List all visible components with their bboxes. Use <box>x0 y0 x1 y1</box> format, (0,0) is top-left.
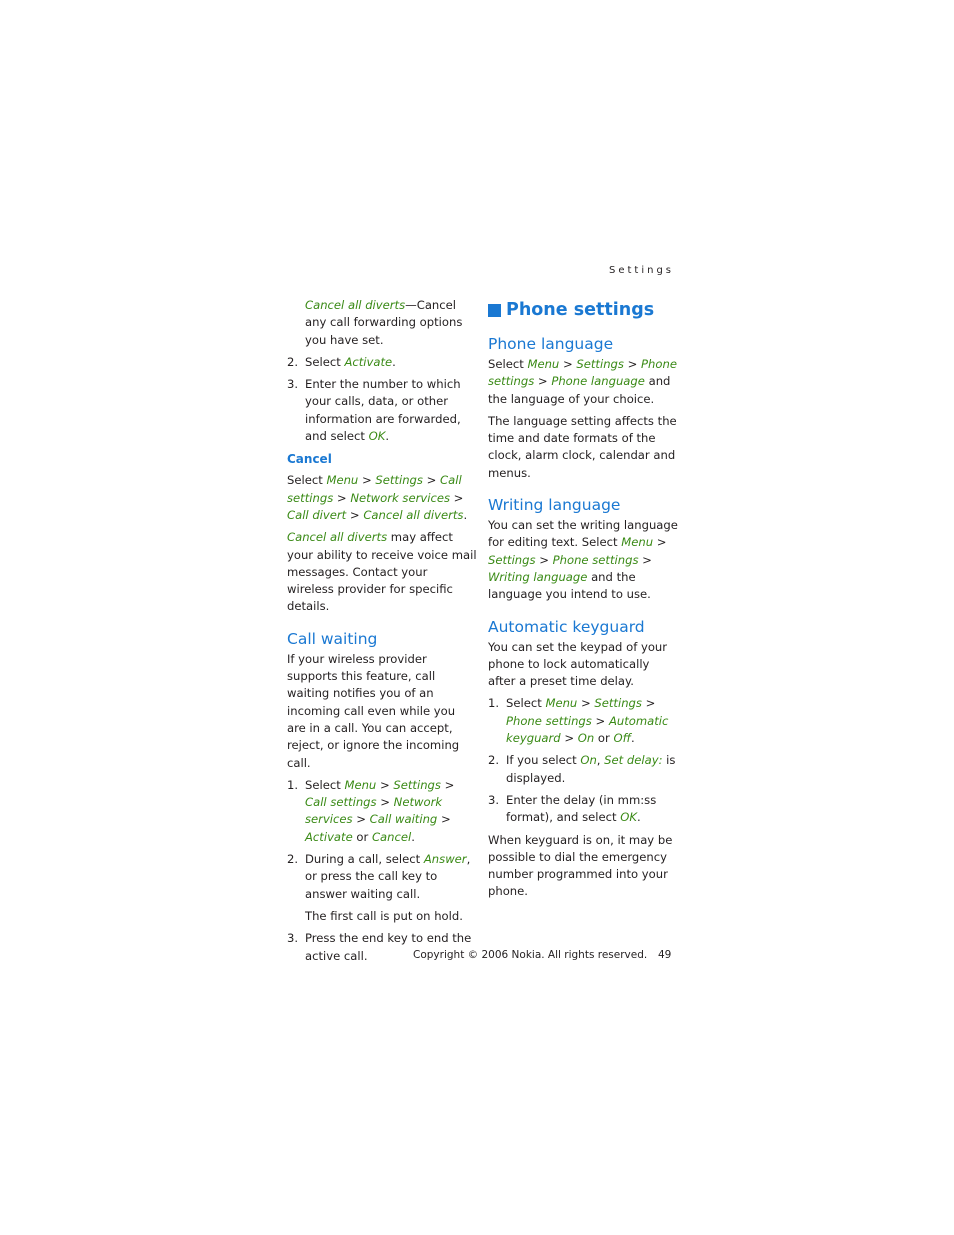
text: > <box>376 795 394 810</box>
step-2 <box>287 354 477 371</box>
section-title <box>488 299 678 321</box>
menu-term: Cancel all diverts <box>363 507 464 522</box>
text: > <box>560 731 578 746</box>
text: > <box>422 473 441 488</box>
menu-term: Menu <box>527 357 560 371</box>
menu-term: Call settings <box>287 473 462 505</box>
running-header: Settings <box>608 265 674 276</box>
cancel-heading: Cancel <box>287 452 332 467</box>
menu-term: Phone settings <box>488 357 677 389</box>
text: > <box>352 812 370 827</box>
text: > <box>653 535 667 550</box>
text: > <box>591 713 609 728</box>
phone-language-note: The language setting affects the time and date formats of the clock, alarm clock, calendar and menus. <box>488 413 677 480</box>
step-text: Enter the number to which your calls, data, or other information are forwarded, and select <box>305 377 461 444</box>
text: . <box>463 507 468 522</box>
text: > <box>346 507 364 522</box>
call-waiting-intro: If your wireless provider supports this feature, call waiting notifies you of an incoming call even while you are in a call. You can accept, reject, or ignore the incoming call. <box>287 651 460 770</box>
step-1 <box>287 777 477 846</box>
text: Select <box>506 696 546 711</box>
menu-term: On <box>580 753 597 768</box>
step-number: 3. <box>287 931 299 946</box>
menu-term: Settings <box>576 357 624 371</box>
page-number: 49 <box>658 949 672 961</box>
step-text: . <box>385 429 390 444</box>
text: and the language of your choice. <box>488 374 671 406</box>
menu-term: Network services <box>305 795 443 827</box>
menu-term: On <box>577 731 595 746</box>
text: > <box>623 357 642 371</box>
text: or <box>594 731 614 746</box>
menu-term: Cancel <box>371 829 412 844</box>
text: > <box>358 473 376 488</box>
menu-term: Call divert <box>287 507 347 522</box>
step-2 <box>488 752 678 787</box>
menu-term: Set delay: <box>604 753 663 768</box>
left-column <box>287 297 477 970</box>
text: > <box>333 490 351 505</box>
menu-term: Phone settings <box>552 552 639 567</box>
menu-term: Cancel all diverts <box>305 298 406 312</box>
text: Select <box>287 473 327 488</box>
text: . <box>630 731 635 746</box>
step-text: . <box>392 354 396 369</box>
menu-term: Menu <box>545 696 578 711</box>
text: > <box>450 490 464 505</box>
text: may affect your ability to receive voice mail messages. Contact your wireless provider for specific details. <box>287 530 477 614</box>
menu-term: Call waiting <box>369 812 438 827</box>
menu-term: Automatic keyguard <box>506 713 669 746</box>
text: Select <box>305 777 345 792</box>
phone-language-instructions <box>488 356 678 408</box>
cancel-note <box>287 529 477 615</box>
text: During a call, select <box>305 852 424 867</box>
keyguard-steps <box>488 695 678 826</box>
call-waiting-steps <box>287 777 477 965</box>
text: , <box>596 753 605 768</box>
writing-language-heading: Writing language <box>488 496 621 515</box>
text: > <box>535 552 553 567</box>
menu-term: Phone language <box>551 374 645 389</box>
text: > <box>437 812 451 827</box>
menu-term: Activate <box>344 354 393 369</box>
menu-term: Settings <box>375 473 423 488</box>
text: > <box>440 777 455 792</box>
step-number: 2. <box>287 852 299 867</box>
menu-term: Activate <box>305 829 353 844</box>
text: or <box>352 829 372 844</box>
section-square-icon <box>488 304 501 317</box>
menu-term: Menu <box>326 473 359 488</box>
menu-term: Menu <box>344 777 377 792</box>
right-column <box>488 297 678 906</box>
text: > <box>534 374 552 389</box>
step-2-note <box>287 908 477 925</box>
list-item-continuation <box>287 297 477 349</box>
step-number: 2. <box>488 753 500 768</box>
text: You can set the writing language for editing text. Select <box>488 518 678 550</box>
writing-language-instructions <box>488 517 678 603</box>
keyguard-intro: You can set the keypad of your phone to lock automatically after a preset time delay. <box>488 639 668 689</box>
text: Enter the delay (in mm:ss format), and select <box>506 792 657 825</box>
menu-term: Menu <box>621 535 654 550</box>
text: Select <box>488 357 528 371</box>
item-text: —Cancel any call forwarding options you have set. <box>305 298 463 347</box>
step-1 <box>488 695 678 747</box>
text: . <box>411 829 415 844</box>
menu-term: Network services <box>350 490 450 505</box>
text: The first call is put on hold. <box>305 908 463 923</box>
automatic-keyguard-heading: Automatic keyguard <box>488 617 645 636</box>
menu-term: Phone settings <box>506 713 592 728</box>
step-number: 1. <box>287 777 299 792</box>
keyguard-note: When keyguard is on, it may be possible to dial the emergency number programmed into your phone. <box>488 832 673 899</box>
menu-term: Call settings <box>305 795 377 810</box>
call-waiting-heading: Call waiting <box>287 629 378 648</box>
text: . <box>636 810 641 825</box>
step-number: 1. <box>488 696 500 711</box>
menu-term: OK <box>368 429 386 444</box>
text: > <box>376 777 394 792</box>
copyright-notice: Copyright © 2006 Nokia. All rights reserved. <box>413 949 648 961</box>
divert-steps <box>287 354 477 445</box>
menu-term: Cancel all diverts <box>287 530 388 545</box>
section-title-text: Phone settings <box>506 300 655 320</box>
text: is displayed. <box>506 753 676 785</box>
text: and the language you intend to use. <box>488 569 651 602</box>
menu-term: Settings <box>393 777 441 792</box>
menu-term: Writing language <box>488 569 588 584</box>
menu-term: Settings <box>594 696 642 711</box>
step-2 <box>287 851 477 903</box>
text: > <box>641 696 656 711</box>
text: , or press the call key to answer waiting call. <box>305 852 471 901</box>
step-number: 2. <box>287 354 299 369</box>
step-text: Select <box>305 354 345 369</box>
step-3 <box>488 792 678 827</box>
step-3 <box>287 376 477 445</box>
text: Press the end key to end the active call. <box>305 931 472 963</box>
phone-language-heading: Phone language <box>488 335 614 353</box>
menu-term: Settings <box>488 552 536 567</box>
step-number: 3. <box>287 377 299 392</box>
text: > <box>638 552 652 567</box>
menu-term: OK <box>620 810 637 825</box>
cancel-instructions <box>287 472 477 524</box>
text: If you select <box>506 753 581 768</box>
menu-term: Off <box>613 731 631 746</box>
menu-term: Answer <box>423 852 467 867</box>
step-number: 3. <box>488 792 500 807</box>
text: > <box>559 357 577 371</box>
text: > <box>577 696 595 711</box>
